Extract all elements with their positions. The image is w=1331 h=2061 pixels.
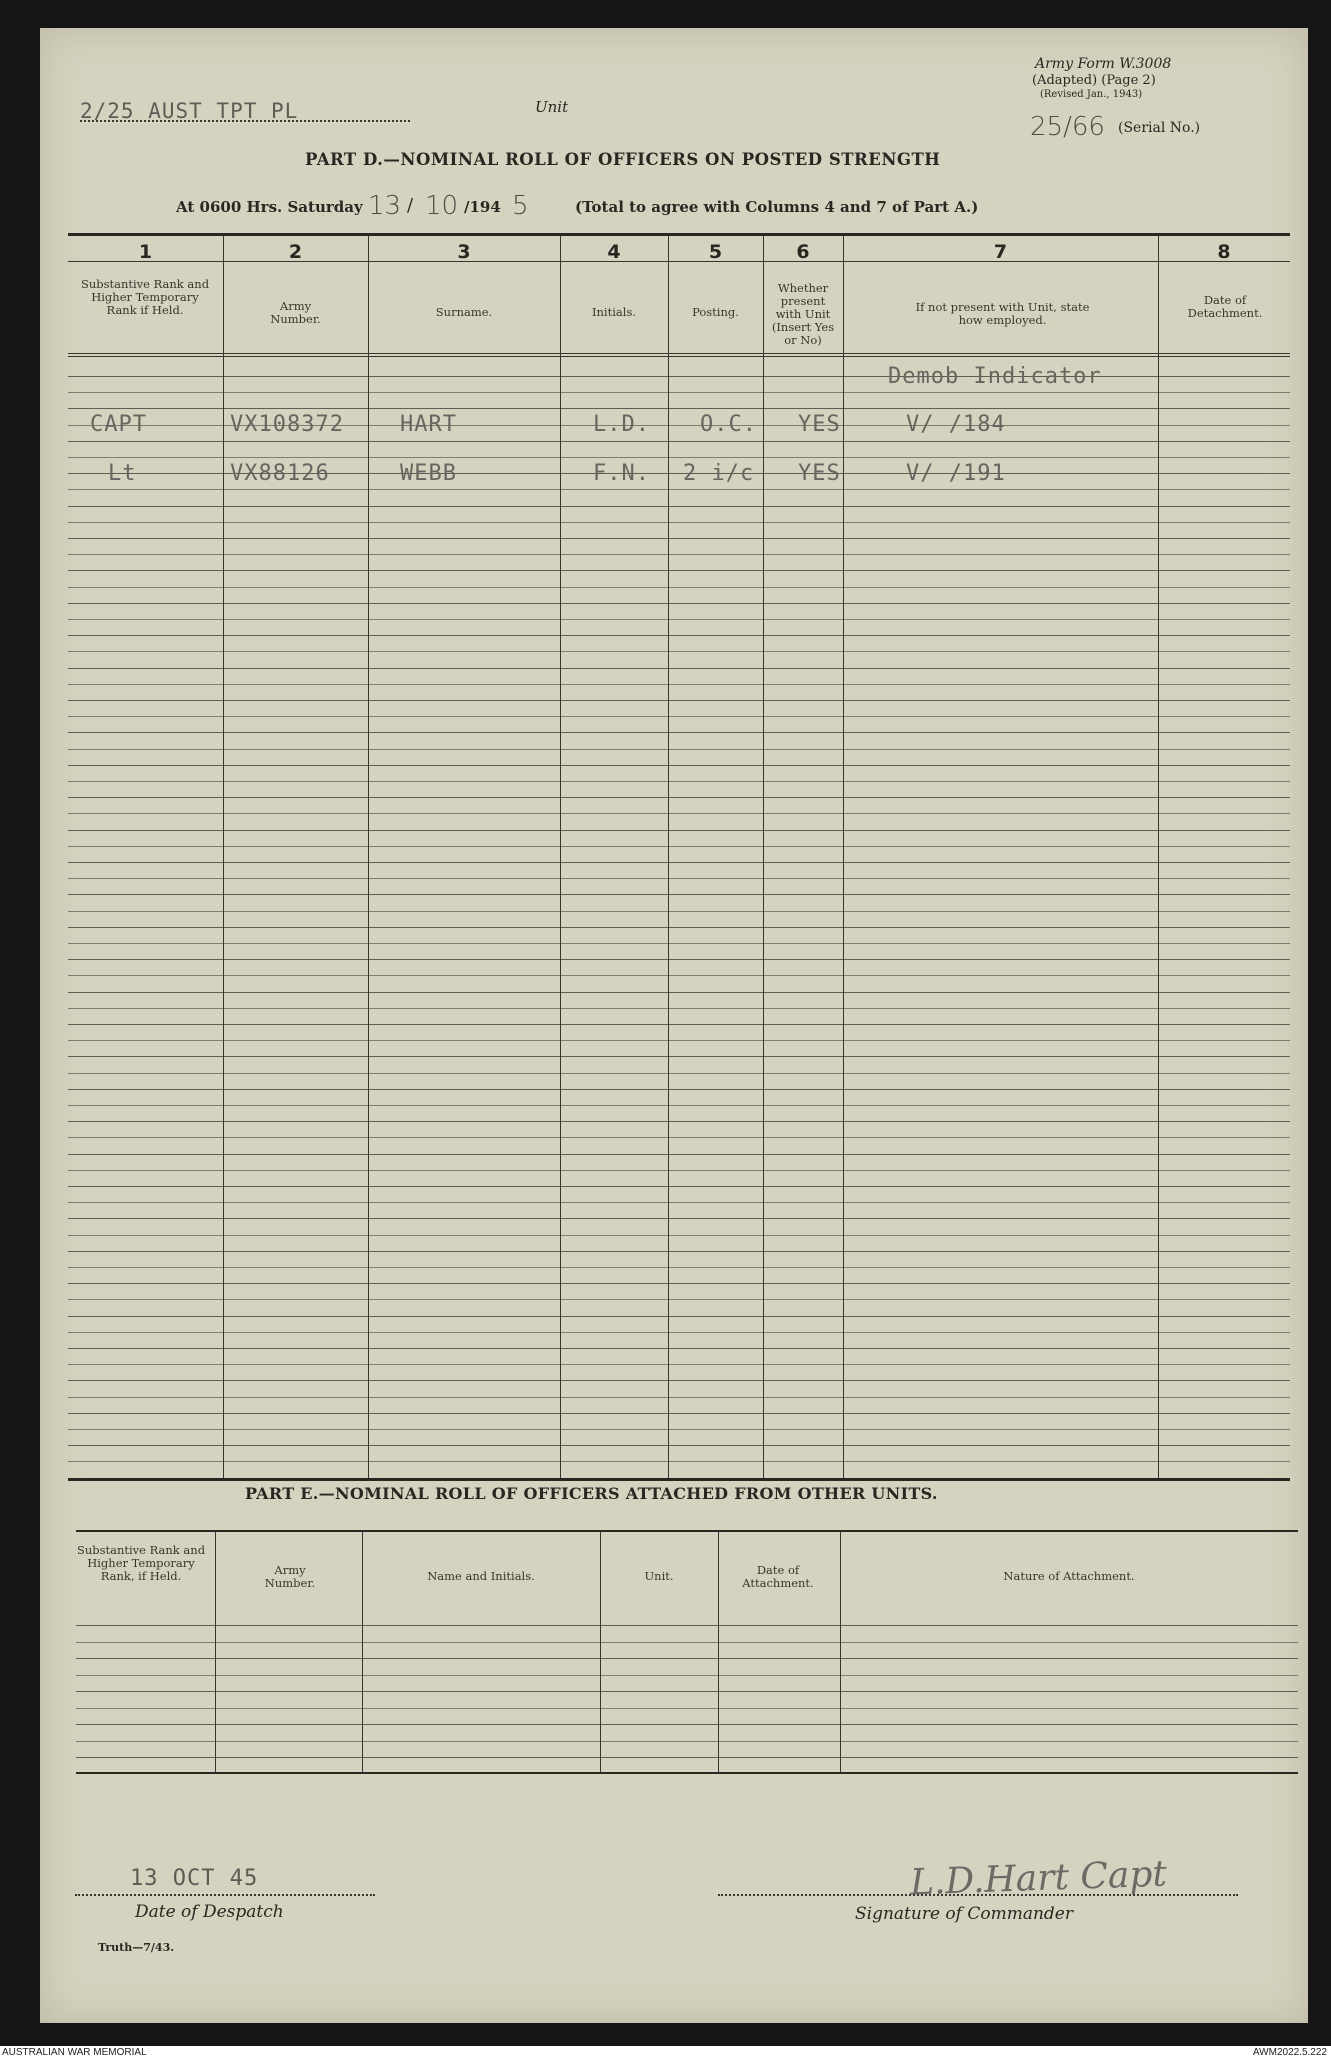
ruled-line [68,878,1290,879]
col-number-7: 7 [993,241,1008,263]
form-revised: (Revised Jan., 1943) [1040,89,1143,100]
ruled-line [68,1186,1290,1187]
part-e-header-army-number: Army Number. [264,1563,316,1590]
part-e-col-divider-1 [215,1532,216,1772]
col-number-8: 8 [1217,241,1231,263]
despatch-dotted-line [75,1894,375,1896]
ruled-line [68,1429,1290,1430]
row-1-army-number: VX108372 [230,412,344,437]
printer-mark: Truth—7/43. [98,1941,175,1954]
col-header-date-detachment: Date of Detachment. [1187,293,1263,320]
col-number-1: 1 [138,241,153,263]
serial-label: (Serial No.) [1118,120,1201,136]
unit-label: Unit [535,98,569,116]
ruled-line [68,765,1290,766]
ruled-line [68,1332,1290,1333]
ruled-line [68,700,1290,701]
ruled-line [68,797,1290,798]
ruled-line [76,1691,1298,1692]
part-e-title: PART E.—NOMINAL ROLL OF OFFICERS ATTACHED FROM OTHER UNITS. [245,1484,938,1503]
col-header-present: Whether present with Unit (Insert Yes or No) [771,281,835,347]
ruled-line [68,570,1290,571]
part-d-date-year: /194 [464,198,501,216]
ruled-line [68,651,1290,652]
ruled-line [68,781,1290,782]
ruled-line [68,894,1290,895]
ruled-line [68,1364,1290,1365]
col-divider-2 [368,236,369,1478]
col-number-4: 4 [607,241,621,263]
ruled-line [68,732,1290,733]
ruled-line [68,538,1290,539]
ruled-line [68,1073,1290,1074]
ruled-line [68,635,1290,636]
ruled-line [68,813,1290,814]
archive-reference: AWM2022.5.222 [1252,2047,1327,2058]
ruled-line [68,1235,1290,1236]
part-e-header-unit: Unit. [644,1569,674,1583]
col-header-how-employed: If not present with Unit, state how employed. [915,300,1090,327]
signature-label: Signature of Commander [855,1904,1073,1924]
ruled-line [68,862,1290,863]
header-bottom-rule-2 [68,356,1290,357]
ruled-line [76,1708,1298,1709]
part-e-col-divider-5 [840,1532,841,1772]
part-d-bottom-rule [68,1478,1290,1481]
row-1-surname: HART [400,412,457,437]
ruled-line [68,1283,1290,1284]
ruled-line [68,376,1290,377]
archive-credit: AUSTRALIAN WAR MEMORIAL [2,2047,147,2058]
ruled-line [68,1008,1290,1009]
unit-dotted-line [80,120,410,122]
ruled-line [68,1154,1290,1155]
form-adapted: (Adapted) (Page 2) [1032,73,1156,88]
row-2-army-number: VX88126 [230,461,330,486]
ruled-line [68,1316,1290,1317]
ruled-line [68,943,1290,944]
ruled-line [68,1040,1290,1041]
ruled-line [68,1413,1290,1414]
row-1-employed: V/ /184 [906,412,1006,437]
row-2-rank: Lt [108,461,137,486]
col-number-5: 5 [708,241,723,263]
row-2-initials: F.N. [593,461,650,486]
part-e-col-divider-3 [600,1532,601,1772]
ruled-line [68,846,1290,847]
ruled-line [68,1105,1290,1106]
commander-signature: L.D.Hart Capt [909,1853,1168,1904]
ruled-line [76,1642,1298,1643]
ruled-line [68,1056,1290,1057]
ruled-line [68,1251,1290,1252]
army-form-sheet [40,28,1308,2023]
part-d-date-year-digit: 5 [512,191,529,221]
ruled-line [68,489,1290,490]
ruled-line [68,1445,1290,1446]
col-divider-7 [1158,236,1159,1478]
ruled-line [68,1137,1290,1138]
ruled-line [68,1024,1290,1025]
row-2-present: YES [798,461,841,486]
ruled-line [76,1658,1298,1659]
ruled-line [68,1170,1290,1171]
ruled-line [68,1202,1290,1203]
ruled-line [68,587,1290,588]
row-1-present: YES [798,412,841,437]
col-divider-5 [763,236,764,1478]
ruled-line [68,1461,1290,1462]
part-d-title: PART D.—NOMINAL ROLL OF OFFICERS ON POSTED STRENGTH [305,150,941,169]
ruled-line [76,1757,1298,1758]
col-number-6: 6 [796,241,810,263]
ruled-line [76,1625,1298,1626]
ruled-line [68,1299,1290,1300]
part-e-header-nature: Nature of Attachment. [1003,1569,1135,1583]
col-divider-4 [668,236,669,1478]
ruled-line [68,749,1290,750]
part-d-date-day: 13 [368,191,402,221]
header-bottom-rule [68,353,1290,354]
row-2-employed: V/ /191 [906,461,1006,486]
col-header-posting: Posting. [692,305,739,319]
despatch-label: Date of Despatch [135,1902,284,1922]
ruled-line [68,603,1290,604]
ruled-line [68,1380,1290,1381]
col-number-2: 2 [288,241,303,263]
ruled-line [76,1724,1298,1725]
part-e-header-date-attachment: Date of Attachment. [742,1563,814,1590]
ruled-line [68,392,1290,393]
ruled-line [68,1121,1290,1122]
part-d-total-note: (Total to agree with Columns 4 and 7 of Part A.) [575,198,979,216]
ruled-line [68,911,1290,912]
ruled-line [68,1267,1290,1268]
part-e-col-divider-4 [718,1532,719,1772]
part-e-bottom-rule [76,1772,1298,1774]
col-divider-3 [560,236,561,1478]
part-d-date-sep: / [407,195,414,216]
form-number: Army Form W.3008 [1035,56,1172,72]
part-d-date-month: 10 [425,191,459,221]
row-2-surname: WEBB [400,461,457,486]
ruled-line [68,506,1290,507]
ruled-line [68,554,1290,555]
col-divider-6 [843,236,844,1478]
ruled-line [76,1675,1298,1676]
row-1-initials: L.D. [593,412,650,437]
part-d-at-label: At 0600 Hrs. Saturday [176,198,363,216]
ruled-line [68,975,1290,976]
col-header-surname: Surname. [435,305,493,319]
unit-value: 2/25 AUST TPT PL [80,99,299,123]
ruled-line [68,684,1290,685]
ruled-line [68,830,1290,831]
col-header-army-number: Army Number. [270,299,321,326]
despatch-date-stamp: 13 OCT 45 [130,1866,259,1891]
part-e-col-divider-2 [362,1532,363,1772]
ruled-line [68,619,1290,620]
demob-indicator-note: Demob Indicator [888,364,1102,389]
ruled-line [68,1348,1290,1349]
col-header-rank: Substantive Rank and Higher Temporary Rank if Held. [80,277,210,317]
ruled-line [68,522,1290,523]
ruled-line [68,457,1290,458]
part-e-top-rule [76,1530,1298,1532]
serial-value: 25/66 [1030,112,1105,142]
row-1-rank: CAPT [90,412,147,437]
ruled-line [68,668,1290,669]
ruled-line [68,959,1290,960]
ruled-line [68,1089,1290,1090]
row-2-posting: 2 i/c [683,461,755,486]
signature-dotted-line [718,1894,1238,1896]
col-number-3: 3 [457,241,471,263]
ruled-line [68,716,1290,717]
ruled-line [76,1741,1298,1742]
part-e-header-name: Name and Initials. [427,1569,535,1583]
col-header-initials: Initials. [591,305,637,319]
part-e-header-rank: Substantive Rank and Higher Temporary Rank, if Held. [76,1543,206,1583]
ruled-line [68,441,1290,442]
col-divider-1 [223,236,224,1478]
row-1-posting: O.C. [700,412,757,437]
part-d-top-rule [68,233,1290,236]
ruled-line [68,992,1290,993]
ruled-line [68,408,1290,409]
ruled-line [68,927,1290,928]
ruled-line [68,1397,1290,1398]
ruled-line [68,1218,1290,1219]
archive-strip [0,2046,1331,2061]
